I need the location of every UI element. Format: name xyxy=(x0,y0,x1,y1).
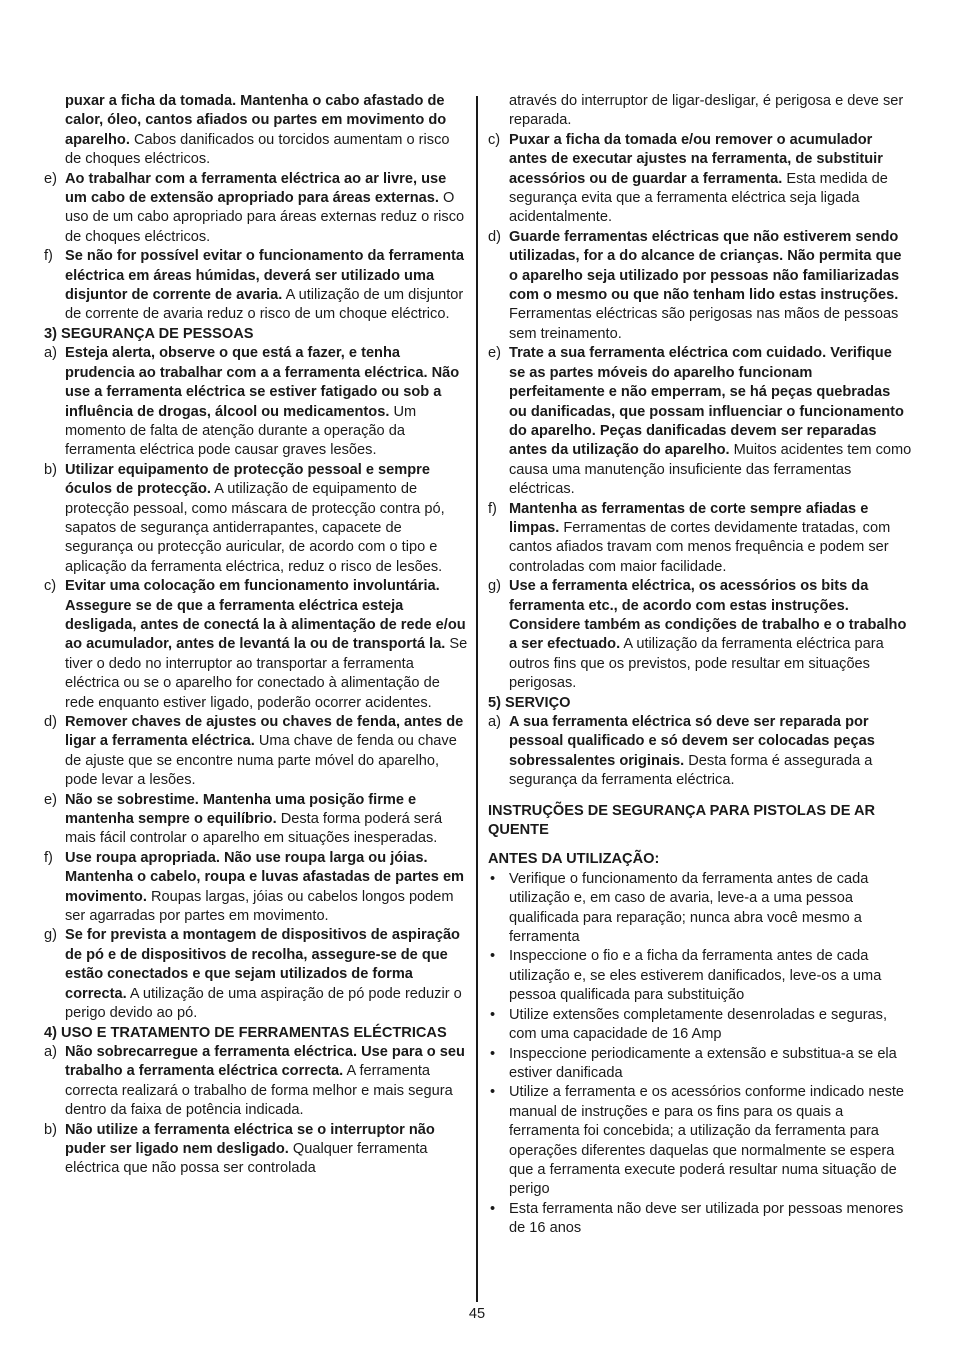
continued-paragraph: através do interruptor de ligar-desligar, é perigosa e deve ser reparada. xyxy=(509,93,904,129)
item-label: b) xyxy=(44,461,57,478)
column-divider xyxy=(476,96,478,1302)
continued-paragraph xyxy=(44,92,468,170)
list-item xyxy=(44,791,468,849)
bold-text: Evitar uma colocação em funcionamento involuntária. Assegure se de que a ferramenta eléctrica esteja desligada, antes de conectá la à alimentação de rede e/ou ao acumulador, antes de levantá la ou de transportá la. xyxy=(65,578,466,653)
body-text: O uso de um cabo apropriado para áreas externas reduz o risco de choques eléctricos. xyxy=(65,190,465,245)
bold-text: Utilizar equipamento de protecção pessoal e sempre óculos de protecção. xyxy=(65,461,430,498)
body-text: A utilização da ferramenta eléctrica para outros fins que os previstos, pode resultar em situações perigosas. xyxy=(509,636,884,692)
list-item xyxy=(44,1121,468,1179)
bold-text: Não se sobrestime. Mantenha uma posição firme e mantenha sempre o equilíbrio. xyxy=(65,791,417,828)
list-item xyxy=(488,131,912,228)
list-item xyxy=(44,1043,468,1121)
bold-text: Use roupa apropriada. Não use roupa larga ou jóias. Mantenha o cabelo, roupa e luvas afastadas de partes em movimento. xyxy=(65,849,465,905)
item-label: a) xyxy=(488,714,501,730)
item-label: c) xyxy=(44,578,57,595)
body-text: Esta medida de segurança evita que a ferramenta eléctrica seja ligada acidentalmente. xyxy=(509,170,888,226)
bullet-symbol: • xyxy=(490,1200,496,1217)
list-item xyxy=(488,228,912,344)
body-text: Uma chave de fenda ou chave de ajuste que se encontre numa parte móvel do aparelho, pode levar a lesões. xyxy=(65,733,457,789)
bold-text: Não utilize a ferramenta eléctrica se o interruptor não puder ser ligado nem desligado. xyxy=(65,1121,435,1157)
body-text: A utilização de um disjuntor de corrente de avaria reduz o risco de um choque eléctrico. xyxy=(65,287,464,323)
list-item xyxy=(44,577,468,713)
list-item xyxy=(44,344,468,460)
bold-text: Remover chaves de ajustes ou chaves de fenda, antes de ligar a ferramenta eléctrica. xyxy=(65,714,464,750)
body-text: Ferramentas de cortes devidamente tratadas, com cantos afiados travam com menos frequência e podem ser controladas com maior facilidade. xyxy=(509,519,891,575)
item-label: f) xyxy=(44,248,53,265)
list-item xyxy=(488,713,912,791)
body-text: Esta ferramenta não deve ser utilizada por pessoas menores de 16 anos xyxy=(509,1200,904,1237)
bullet-item xyxy=(488,1200,912,1239)
body-text: A utilização de equipamento de protecção pessoal, como máscara de protecção contra pó, sapatos de segurança antiderrapantes, capacete de segurança ou protecção auricular, de acordo com o tipo e aplicação da ferramenta eléctrica, reduz o risco de lesões. xyxy=(65,481,445,575)
item-label: f) xyxy=(488,500,497,517)
bold-text: Se não for possível evitar o funcionamento da ferramenta eléctrica em áreas húmidas, deverá ser utilizado uma disjuntor de corrente de avaria. xyxy=(65,248,464,304)
item-label: b) xyxy=(44,1121,57,1138)
body-text: Cabos danificados ou torcidos aumentam o risco de choques eléctricos. xyxy=(65,131,450,168)
list-item xyxy=(488,500,912,578)
item-label: a) xyxy=(44,345,57,362)
spacer xyxy=(488,840,912,850)
body-text: Ferramentas eléctricas são perigosas nas mãos de pessoas sem treinamento. xyxy=(509,306,899,342)
right-column xyxy=(488,92,912,1239)
item-label: g) xyxy=(44,927,57,944)
item-label: e) xyxy=(44,170,57,187)
section-heading: 4) USO E TRATAMENTO DE FERRAMENTAS ELÉCTRICAS xyxy=(44,1024,447,1041)
body-text: Verifique o funcionamento da ferramenta antes de cada utilização e, em caso de avaria, leve-a a uma pessoa qualificada para reparação; nunca abra você mesmo a ferramenta xyxy=(509,870,869,946)
bold-text: Trate a sua ferramenta eléctrica com cuidado. Verifique se as partes móveis do aparelho funcionam perfeitamente e não emperram, se há peças quebradas ou danificadas, que possam influenciar o funcionamento do aparelho. Peças danificadas devem ser reparadas antes da utilização do aparelho. xyxy=(509,345,904,459)
body-text: Qualquer ferramenta eléctrica que não possa ser controlada xyxy=(65,1140,428,1177)
item-label: e) xyxy=(44,791,57,808)
page-number: 45 xyxy=(468,1306,486,1322)
bullet-symbol: • xyxy=(490,1006,496,1023)
list-item xyxy=(44,926,468,1023)
list-item xyxy=(488,577,912,693)
body-text: Inspeccione o fio e a ficha da ferramenta antes de cada utilização e, se eles estiverem danificados, leve-os a uma pessoa qualificada para substituição xyxy=(509,948,882,1004)
bold-text: puxar a ficha da tomada. Mantenha o cabo afastado de calor, óleo, cantos afiados ou partes em movimento do aparelho. xyxy=(65,93,447,148)
bullet-symbol: • xyxy=(490,1045,496,1062)
body-text: Desta forma é assegurada a segurança da ferramenta eléctrica. xyxy=(509,752,873,789)
bold-text: Mantenha as ferramentas de corte sempre afiadas e limpas. xyxy=(509,500,869,536)
left-column xyxy=(44,92,468,1179)
spacer xyxy=(488,791,912,802)
body-text: Desta forma poderá será mais fácil controlar o aparelho em situações inesperadas. xyxy=(65,811,443,847)
safety-heading: INSTRUÇÕES DE SEGURANÇA PARA PISTOLAS DE AR QUENTE xyxy=(488,802,876,839)
list-item xyxy=(488,344,912,499)
bullet-symbol: • xyxy=(490,1084,496,1101)
section-heading: 3) SEGURANÇA DE PESSOAS xyxy=(44,325,254,342)
item-label: d) xyxy=(44,714,57,730)
body-text: Utilize extensões completamente desenroladas e seguras, com uma capacidade de 16 Amp xyxy=(509,1006,888,1043)
body-text: Um momento de falta de atenção durante a operação da ferramenta eléctrica pode causar graves lesões. xyxy=(65,403,417,459)
body-text: Muitos acidentes tem como causa uma manutenção insuficiente das ferramentas eléctricas. xyxy=(509,442,912,498)
body-text: Roupas largas, jóias ou cabelos longos podem ser agarradas por partes em movimento. xyxy=(65,888,454,925)
list-item xyxy=(44,461,468,577)
item-label: c) xyxy=(488,131,501,148)
bold-text: Esteja alerta, observe o que está a fazer, e tenha prudencia ao trabalhar com a a ferramenta eléctrica. Não use a ferramenta eléctrica se estiver fatigado ou sob a influência de drogas, álcool ou medicamentos. xyxy=(65,345,460,420)
bullet-item xyxy=(488,947,912,1005)
bullet-item xyxy=(488,1083,912,1199)
body-text: Utilize a ferramenta e os acessórios conforme indicado neste manual de instruções e para os fins para os quais a ferramenta foi concebida; a utilização da ferramenta para operações diferentes daquelas que normalmente se espera que a ferramenta execute poderá resultar numa situação de perigo xyxy=(509,1084,905,1198)
bullet-item xyxy=(488,1006,912,1045)
item-label: g) xyxy=(488,578,501,595)
bullet-item xyxy=(488,870,912,948)
list-item xyxy=(44,713,468,791)
item-label: e) xyxy=(488,345,501,362)
item-label: f) xyxy=(44,849,53,866)
list-item xyxy=(44,247,468,325)
bold-text: Use a ferramenta eléctrica, os acessórios os bits da ferramenta etc., de acordo com estas instruções. Considere também as condições de trabalho e o trabalho a ser efectuado. xyxy=(509,578,907,653)
bullet-item xyxy=(488,1045,912,1084)
section-heading: 5) SERVIÇO xyxy=(488,694,571,711)
before-use-heading: ANTES DA UTILIZAÇÃO: xyxy=(488,851,660,868)
item-label: a) xyxy=(44,1043,57,1060)
bold-text: Ao trabalhar com a ferramenta eléctrica ao ar livre, use um cabo de extensão apropriado para áreas externas. xyxy=(65,170,447,207)
bullet-symbol: • xyxy=(490,870,496,887)
list-item xyxy=(44,170,468,248)
body-text: A utilização de uma aspiração de pó pode reduzir o perigo devido ao pó. xyxy=(65,985,462,1022)
item-label: d) xyxy=(488,228,501,245)
bold-text: Guarde ferramentas eléctricas que não estiverem sendo utilizadas, for a do alcance de crianças. Não permita que o aparelho seja utilizado por pessoas não familiarizadas com o mesmo ou que não tenham lido estas instruções. xyxy=(509,228,902,304)
bold-text: A sua ferramenta eléctrica só deve ser reparada por pessoal qualificado e só devem ser colocadas peças sobressalentes originais. xyxy=(509,714,875,769)
bold-text: Se for prevista a montagem de dispositivos de aspiração de pó e de dispositivos de recolha, assegure-se de que estão conectados e que sejam utilizados de forma correcta. xyxy=(65,927,460,1002)
list-item xyxy=(44,849,468,927)
bullet-symbol: • xyxy=(490,948,496,965)
body-text: Inspeccione periodicamente a extensão e substitua-a se ela estiver danificada xyxy=(509,1045,897,1081)
body-text: Se tiver o dedo no interruptor ao transportar a ferramenta eléctrica ou se o aparelho for conectado à alimentação de rede enquanto estiver ligado, poderão ocorrer acidentes. xyxy=(65,636,468,711)
body-text: A ferramenta correcta realizará o trabalho de forma melhor e mais segura dentro da faixa de potência indicada. xyxy=(65,1063,453,1119)
bold-text: Puxar a ficha da tomada e/ou remover o acumulador antes de executar ajustes na ferramenta, de substituir acessórios ou de guardar a ferramenta. xyxy=(509,131,883,187)
bold-text: Não sobrecarregue a ferramenta eléctrica. Use para o seu trabalho a ferramenta eléctrica correcta. xyxy=(65,1043,465,1080)
